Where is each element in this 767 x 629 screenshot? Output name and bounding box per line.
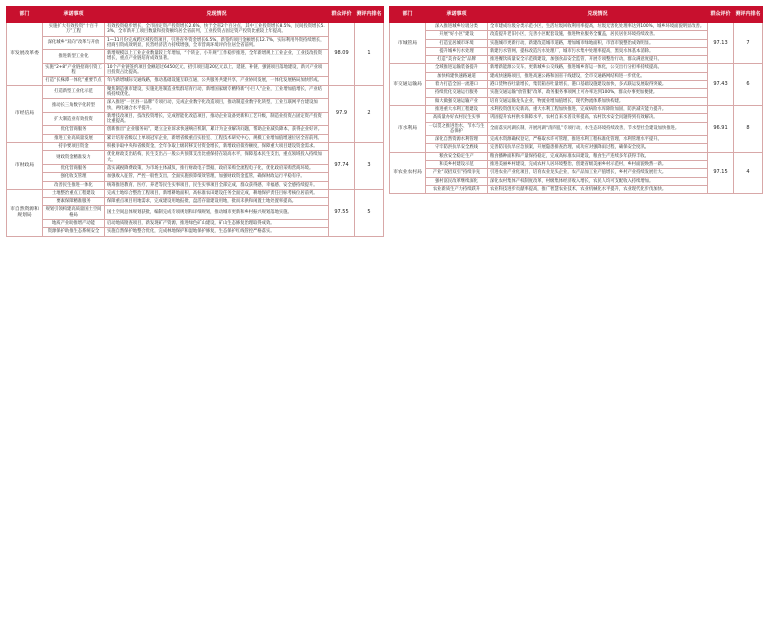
dept-cell: 市经信局 [7, 85, 43, 142]
rank-cell: 6 [734, 64, 763, 105]
table-row [7, 206, 384, 220]
rank-cell: 7 [734, 23, 763, 64]
fulfillment-desc: 引进农业产业化项目，培育农业龙头企业，农产品加工业产值增长，乡村产业持续发展壮大。 [488, 169, 708, 177]
commitment-item: 开展“好小区”建设 [426, 31, 488, 39]
fulfillment-desc: 深入推进“一区县一品牌”专项行动，完成企业数字化改造项目，推动制造业数字化转型，工业互联网平台建设加快，两化融合水平提升。 [105, 99, 329, 113]
table-row [390, 144, 763, 152]
dept-cell: 市农业农村局 [390, 152, 426, 193]
commitment-item: 实施“2+8”产业链招商引资工程 [43, 63, 105, 77]
fulfillment-desc: 港口货物吞吐量增长，集装箱吞吐量增长，港口基础设施建设加快，多式联运发展取得突破。 [488, 81, 708, 89]
table-row [7, 85, 384, 99]
table-row [390, 23, 763, 31]
table-row [390, 31, 763, 39]
fulfillment-desc: 国土空间总体规划获批，编制完成专项规划和详细规划，推动城市更新和乡村振兴规划落地实施。 [105, 206, 329, 220]
fulfillment-desc: 启动地质勘查项目，新发现矿产资源，推进绿色矿山建设，矿山生态修复治理取得成效。 [105, 220, 329, 228]
header-score: 群众评价 [329, 7, 355, 23]
dept-cell: 市发展改革委 [7, 23, 43, 86]
fulfillment-desc: 全面落实河湖长制，开展河湖“清四乱”专项行动，水生态环境持续改善，节水型社会建设加快推进。 [488, 122, 708, 136]
commitment-item: 粮食安全稳定生产 [426, 152, 488, 160]
commitment-item: 产业“双招双引”持续争先 [426, 169, 488, 177]
score-cell: 98.09 [329, 23, 355, 86]
right-table [389, 6, 763, 194]
right-table-header [390, 7, 763, 23]
fulfillment-desc: 粮食播种面积和产量保持稳定，完成高标准农田建设，粮食生产连续多年获得丰收。 [488, 152, 708, 160]
rank-cell: 1 [355, 23, 384, 86]
left-table-header [7, 7, 384, 23]
table-row [390, 152, 763, 160]
score-cell: 96.91 [708, 105, 734, 152]
table-row [7, 112, 384, 126]
fulfillment-desc: 深化农村集体产权制度改革，村级集体经济收入增长，农民人均可支配收入持续增加。 [488, 177, 708, 185]
table-row [390, 169, 763, 177]
fulfillment-desc: 积极争取中央和省级资金，全年争取上级转移支付资金增长，新增政府债券额度，保障重大项目建设资金需求。 [105, 143, 329, 151]
rank-cell: 4 [734, 152, 763, 193]
score-cell: 97.15 [708, 152, 734, 193]
table-row [390, 64, 763, 72]
commitment-item: 推进工业高质量发展 [43, 134, 105, 142]
commitment-item: 强村富民改革继续深化 [426, 177, 488, 185]
dept-cell: 市自然资源和规划局 [7, 189, 43, 236]
fulfillment-desc: 完善防汛抗旱应急预案，开展隐患排查治理，成功应对强降雨过程，确保安全度汛。 [488, 144, 708, 152]
table-row [7, 228, 384, 236]
commitment-item: 农业新质生产力持续跃升 [426, 185, 488, 193]
score-cell: 97.74 [329, 143, 355, 190]
table-row [7, 77, 384, 85]
table-row [390, 97, 763, 105]
commitment-item: 加快构建快速路通道 [426, 72, 488, 80]
fulfillment-desc: 保障重点项目用地需求，完成建设用地报批，盘活存量建设用地，批而未供和闲置土地处置率提高。 [105, 198, 329, 206]
fulfillment-desc: 实施自然保护地整合优化，完成林地保护和湿地保护修复，生态保护红线管控严格落实。 [105, 228, 329, 236]
table-row [7, 63, 384, 77]
rank-cell: 2 [355, 85, 384, 142]
table-row [7, 189, 384, 197]
header-rank: 测评内排名 [355, 7, 384, 23]
commitment-item: 土地整治重点工程建设 [43, 189, 105, 197]
table-row [7, 151, 384, 165]
table-row [390, 185, 763, 193]
fulfillment-desc: 推进美丽乡村建设，完成农村人居环境整治，创建省级美丽乡村示范村，乡村面貌焕然一新。 [488, 161, 708, 169]
commitment-item: 推进新型工业化 [43, 50, 105, 64]
commitment-item: 改善民生推进一体化 [43, 181, 105, 189]
fulfillment-desc: 聚焦制造强市建设，实施先进制造业集群培育行动，新增国家级专精特新“小巨人”企业，工业增加值增长，产业结构持续优化。 [105, 85, 329, 99]
rank-cell: 8 [734, 105, 763, 152]
rank-cell: 3 [355, 143, 384, 190]
table-row [390, 122, 763, 136]
score-cell: 97.43 [708, 64, 734, 105]
score-cell: 97.55 [329, 189, 355, 236]
fulfillment-desc: 落实减税降费政策，为市场主体减负，推行财政电子票据，政府采购全流程电子化，优化政府采购营商环境。 [105, 164, 329, 172]
table-row [7, 126, 384, 134]
fulfillment-desc: 加强收入征管，严控一般性支出，全面实施预算绩效管理，加强财政资金监管，确保财政运行平稳有序。 [105, 173, 329, 181]
header-score: 群众评价 [708, 7, 734, 23]
commitment-item: 深入推进城乡垃圾分类 [426, 23, 488, 31]
fulfillment-desc: 年内新增城际交通线路，推动基础设施互联互通，公共服务共建共享，产业协同发展，一体化发展格局加快形成。 [105, 77, 329, 85]
fulfillment-desc: 10个产业链签约项目金额超过6450亿元，招引项目超20亿元以上，延链、补链、强链项目落地建设，新兴产业项目投资占比提高。 [105, 63, 329, 77]
table-row [7, 164, 384, 172]
header-dept: 部门 [7, 7, 43, 23]
commitment-item: 一以贯之推进治水、节水与生态保护 [426, 122, 488, 136]
commitment-item: 规划引领构建高质量国土空间格局 [43, 206, 105, 220]
table-row [390, 89, 763, 97]
table-row [390, 161, 763, 169]
header-status: 兑现情况 [488, 7, 708, 23]
header-rank: 测评内排名 [734, 7, 763, 23]
fulfillment-desc: 优化财政支出结构，民生支出占一般公共预算支出比重保持在较高水平，保障基本民生支出，重点领域投入持续加大。 [105, 151, 329, 165]
commitment-item: 深化城乡“双向”改革与开放 [43, 36, 105, 50]
commitment-item: 强化收支管理 [43, 173, 105, 181]
table-row [390, 39, 763, 47]
table-row [7, 23, 384, 37]
header-status: 兑现情况 [105, 7, 329, 23]
table-row [7, 198, 384, 206]
commitment-item: 打造“美食安全”品牌 [426, 56, 488, 64]
header-item: 承诺事项 [426, 7, 488, 23]
fulfillment-desc: 完成水资源确权登记，严格取水许可管理，推进水利工程标准化管理，水利管理水平提升。 [488, 136, 708, 144]
dept-cell: 市城管局 [390, 23, 426, 64]
commitment-item: 着力打造全国一流港口 [426, 81, 488, 89]
table-row [7, 181, 384, 189]
commitment-item: 地质产业助推增产动能 [43, 220, 105, 228]
commitment-item: 打造宜居城市环境 [426, 39, 488, 47]
table-row [390, 177, 763, 185]
table-row [390, 105, 763, 113]
table-row [390, 56, 763, 64]
score-cell: 97.9 [329, 85, 355, 142]
header-dept: 部门 [390, 7, 426, 23]
commitment-item: 高质量办好农村民生实事 [426, 114, 488, 122]
header-item: 承诺事项 [43, 7, 105, 23]
fulfillment-desc: 累计培育省级以上单项冠军企业，新增省级重点实验室、工程技术研究中心，规模工业增加值增速位居全省前列。 [105, 134, 329, 142]
dept-cell: 市财政局 [7, 143, 43, 190]
fulfillment-desc: 建成快速路项目，推进高速公路和国省干线建设，全市交通路网结构进一步优化。 [488, 72, 708, 80]
commitment-item: 和美乡村建设示范 [426, 161, 488, 169]
fulfillment-desc: 1—11月份完成跨区域投资项目，引进省外资金增长6.5%，新签约项目金额增长12.7%，实际利用外资持续增长，招商引资成效明显，民营经济活力持续增强，全市营商环境评价位居全省前列。 [105, 36, 329, 50]
fulfillment-desc: 统筹推进教育、医疗、养老等民生实事项目，民生实事项目全部完成，群众获得感、幸福感、安全感持续提升。 [105, 181, 329, 189]
commitment-item: 提升城乡污水处理 [426, 47, 488, 55]
fulfillment-desc: 创新推出“企业服务码”，建立企业诉求快速响应机制，累计为企业解决问题，帮助企业减负降本，获得企业好评。 [105, 126, 329, 134]
table-row [7, 50, 384, 64]
commitment-item: 推进重大水利工程建设 [426, 105, 488, 113]
commitment-item: 做大做强交通运输产业 [426, 97, 488, 105]
table-row [7, 36, 384, 50]
right-table-body [390, 23, 763, 194]
commitment-item: 全域推进运输装备提升 [426, 64, 488, 72]
commitment-item: 推动长三角数字化转型 [43, 99, 105, 113]
commitment-item: 打造“长株潭一体化”重要节点 [43, 77, 105, 85]
table-row [390, 114, 763, 122]
left-table [6, 6, 384, 237]
fulfillment-desc: 新增新能源公交车，更新城乡公交线路，推进城乡客运一体化，公交出行分担率持续提高。 [488, 64, 708, 72]
table-row [390, 47, 763, 55]
table-row [7, 143, 384, 151]
commitment-item: 持续优化交通运行服务 [426, 89, 488, 97]
commitment-item: 深化自然资源水利管理 [426, 136, 488, 144]
table-row [7, 99, 384, 113]
fulfillment-desc: 农业科技进步贡献率提高，推广智慧农业技术，农业机械化水平提升，农业现代化步伐加快。 [488, 185, 708, 193]
dept-cell: 市水利局 [390, 105, 426, 152]
commitment-item: 要素保障精准服务 [43, 198, 105, 206]
fulfillment-desc: 巩固提升农村供水保障水平，农村自来水普及率提高，农村饮水安全问题得到有效解决。 [488, 114, 708, 122]
commitment-item: 持争要项目资金 [43, 143, 105, 151]
rank-cell: 5 [355, 189, 384, 236]
fulfillment-desc: 新增技改项目，技改投资增长，完成智能化改造项目，推动企业设备更新和工艺升级，制造业投资占固定资产投资比重提高。 [105, 112, 329, 126]
fulfillment-desc: 水利投资创历史新高，重大水利工程加快推进，完成病险水库除险加固，防洪减灾能力提升。 [488, 105, 708, 113]
fulfillment-desc: 推进餐饮质量安全示范街建设，加强食品安全监管，开展专项整治行动，群众满意度提升。 [488, 56, 708, 64]
table-row [7, 173, 384, 181]
commitment-item: 实施扩大有效投资“十百千万”工程 [43, 23, 105, 37]
score-cell: 97.13 [708, 23, 734, 64]
fulfillment-desc: 全市建成垃圾分类示范小区，生活垃圾回收利用率提高，垃圾无害化处理率达到100%，城乡环境面貌明显改善。 [488, 23, 708, 31]
commitment-item: 打造新型工业化示范 [43, 85, 105, 99]
commitment-item: 扩大制造业有效投资 [43, 112, 105, 126]
commitment-item: 财政资金精准发力 [43, 151, 105, 165]
fulfillment-desc: 有效投资稳步增长，全市固定资产投资增长2.6%，快于全省2个百分点，其中工业投资增长8.5%，民间投资增长5.3%，全市新开工项目数量和投资额均居全省前列，工业投资占固定资产投资比重较上年提高。 [105, 23, 329, 37]
fulfillment-desc: 改造提升老旧小区，完善小区配套设施，推进物业服务全覆盖，居民居住环境持续改善。 [488, 31, 708, 39]
commitment-item: 资源保护助推生态系统安全 [43, 228, 105, 236]
table-row [7, 134, 384, 142]
commitment-item: 守牢防洪抗旱安全底线 [426, 144, 488, 152]
table-row [390, 72, 763, 80]
table-row [7, 220, 384, 228]
fulfillment-desc: 实施交通运输“放管服”改革，政务服务事项网上可办率达到100%，群众办事更加便捷。 [488, 89, 708, 97]
fulfillment-desc: 新增规模以上工业企业数量较上年增加，“个转企、小升规”工作稳步推进，全年新增规上工业企业，工业技改投资增长，重点产业链培育成效显著。 [105, 50, 329, 64]
fulfillment-desc: 培育交通运输龙头企业，物流业增加值增长，现代物流体系加快构建。 [488, 97, 708, 105]
dept-cell: 市交通运输局 [390, 64, 426, 105]
table-row [390, 81, 763, 89]
fulfillment-desc: 实施城市更新行动，新建改造城市道路，增加城市绿地面积，市容市貌整治成效明显。 [488, 39, 708, 47]
fulfillment-desc: 完成土地综合整治工程项目，新增耕地面积，高标准农田建设任务全面完成，耕地保护责任目标考核位居前列。 [105, 189, 329, 197]
table-row [390, 136, 763, 144]
commitment-item: 优化营商服务 [43, 126, 105, 134]
left-table-body [7, 23, 384, 237]
commitment-item: 优化营商服务 [43, 164, 105, 172]
fulfillment-desc: 新建污水管网，提标改造污水处理厂，城市污水集中处理率提高，黑臭水体基本消除。 [488, 47, 708, 55]
